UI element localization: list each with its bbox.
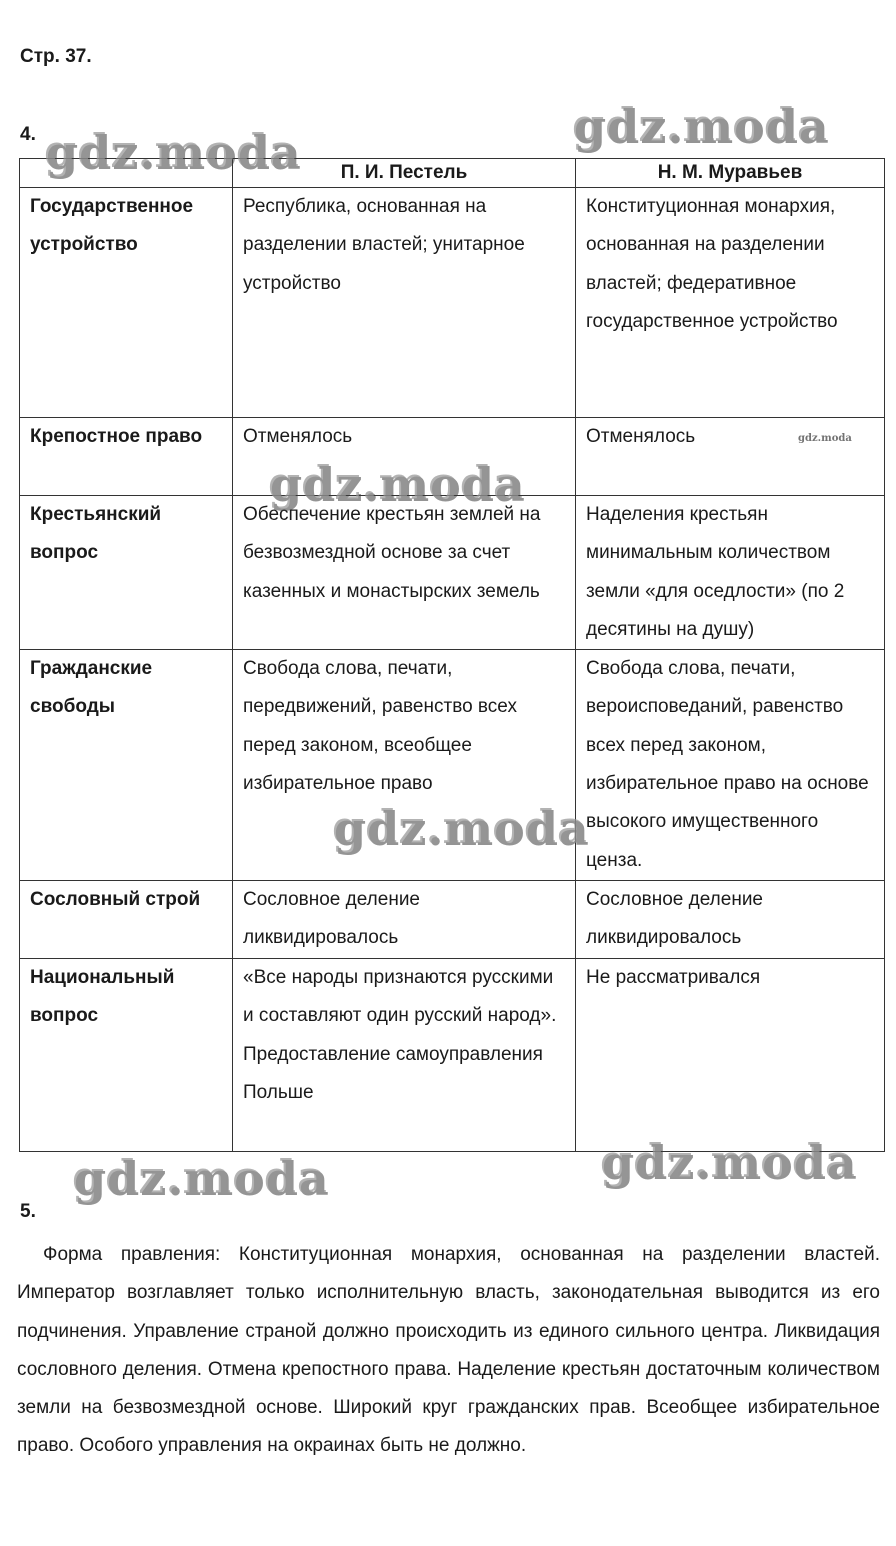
row-pestel-cell: Отменялось [233,418,576,496]
row-muravyov-cell: Свобода слова, печати, вероисповеданий, равенство всех перед законом, избирательное право на основе высокого имущественного ценза. [576,650,885,881]
watermark-small: gdz.moda [798,433,852,444]
table-row [20,418,885,496]
column-header-aspect [20,159,233,188]
row-aspect: Сословный строй [20,881,233,959]
watermark: gdz.moda [44,124,300,178]
comparison-table [19,158,885,1152]
page-label: Стр. 37. [20,46,92,67]
table-row [20,650,885,881]
task-5-text: Форма правления: Конституционная монархия, основанная на разделении властей. Император возглавляет только исполнительную власть, законодательная выводится из его подчинения. Управление страной должно происходить из единого сильного центра. Ликвидация сословного деления. Отмена крепостного права. Наделение крестьян достаточным количеством земли на безвозмездной основе. Широкий круг гражданских прав. Всеобщее избирательное право. Особого управления на окраинах быть не должно. [17,1244,880,1457]
row-muravyov-cell: Отменялось [576,418,885,496]
row-pestel-cell: «Все народы признаются русскими и составляют один русский народ». Предоставление самоуправления Польше [233,959,576,1152]
watermark: gdz.moda [572,98,828,152]
row-aspect: Государственное устройство [20,188,233,418]
watermark: gdz.moda [72,1150,328,1204]
row-muravyov-cell: Наделения крестьян минимальным количеством земли «для оседлости» (по 2 десятины на душу) [576,496,885,650]
watermark: gdz.moda [268,456,524,510]
table-row [20,959,885,1152]
row-muravyov-cell: Конституционная монархия, основанная на разделении властей; федеративное государственное устройство [576,188,885,418]
table-header-row [20,159,885,188]
row-pestel-cell: Свобода слова, печати, передвижений, равенство всех перед законом, всеобщее избирательное право [233,650,576,881]
watermark: gdz.moda [600,1134,856,1188]
task-4-number: 4. [20,124,36,145]
table-row [20,496,885,650]
watermark: gdz.moda [332,800,588,854]
row-aspect: Крестьянский вопрос [20,496,233,650]
row-aspect: Гражданские свободы [20,650,233,881]
row-aspect: Крепостное право [20,418,233,496]
row-muravyov-cell: Не рассматривался [576,959,885,1152]
row-pestel-cell: Обеспечение крестьян землей на безвозмездной основе за счет казенных и монастырских земель [233,496,576,650]
table-row [20,881,885,959]
row-pestel-cell: Сословное деление ликвидировалось [233,881,576,959]
table-row [20,188,885,418]
column-header-muravyov: Н. М. Муравьев [576,159,885,188]
row-muravyov-cell: Сословное деление ликвидировалось [576,881,885,959]
column-header-pestel: П. И. Пестель [233,159,576,188]
row-pestel-cell: Республика, основанная на разделении властей; унитарное устройство [233,188,576,418]
task-5-number: 5. [20,1201,36,1222]
row-aspect: Национальный вопрос [20,959,233,1152]
